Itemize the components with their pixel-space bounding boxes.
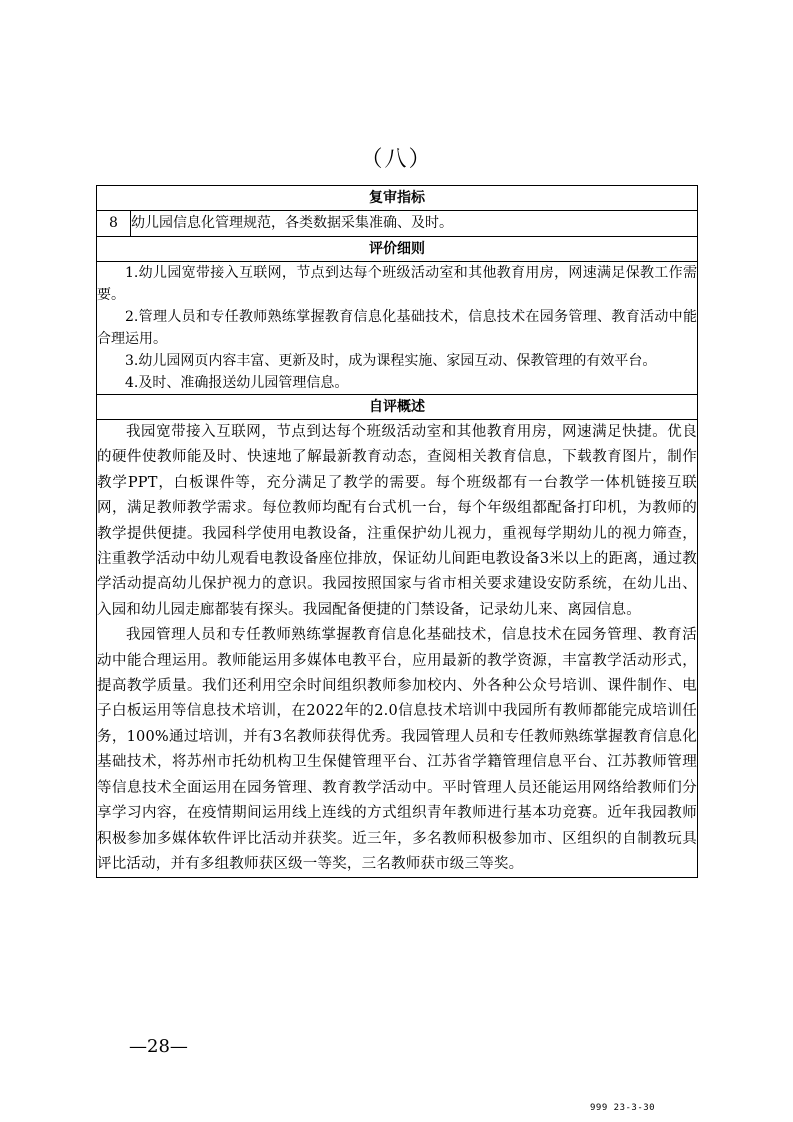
page-number: —28— (129, 1036, 188, 1057)
print-stamp: 999 23-3-30 (590, 1103, 656, 1113)
self-eval-header: 自评概述 (97, 395, 698, 420)
criteria-item: 1.幼儿园宽带接入互联网，节点到达每个班级活动室和其他教育用房，网速满足保教工作需要。 (97, 265, 697, 303)
self-eval-paragraph: 我园宽带接入互联网，节点到达每个班级活动室和其他教育用房，网速满足快捷。优良的硬件使教师能及时、快速地了解最新教育动态，查阅相关教育信息，下载教育图片，制作教学PPT，白板课件等，充分满足了教学的需要。每个班级都有一台教学一体机链接互联网，满足教师教学需求。每位教师均配有台式机一台，每个年级组都配备打印机，为教师的教学提供便捷。我园科学使用电教设备，注重保护幼儿视力，重视每学期幼儿的视力筛查，注重教学活动中幼儿观看电教设备座位排放，保证幼儿间距电教设备3米以上的距离，通过教学活动提高幼儿保护视力的意识。我园按照国家与省市相关要求建设安防系统，在幼儿出、入园和幼儿园走廊都装有探头。我园配备便捷的门禁设备，记录幼儿来、离园信息。 (97, 424, 697, 618)
criteria-item: 2.管理人员和专任教师熟练掌握教育信息化基础技术，信息技术在园务管理、教育活动中能合理运用。 (97, 309, 697, 347)
indicator-number: 8 (97, 211, 131, 237)
indicator-text: 幼儿园信息化管理规范，各类数据采集准确、及时。 (131, 211, 698, 237)
review-indicator-header: 复审指标 (97, 186, 698, 211)
section-title: （八） (360, 147, 433, 172)
criteria-header-row (97, 237, 698, 262)
review-table (96, 185, 698, 878)
indicator-row (97, 211, 698, 237)
criteria-cell (97, 262, 698, 395)
criteria-item: 3.幼儿园网页内容丰富、更新及时，成为课程实施、家园互动、保教管理的有效平台。 (125, 353, 657, 369)
self-eval-paragraph: 我园管理人员和专任教师熟练掌握教育信息化基础技术，信息技术在园务管理、教育活动中能合理运用。教师能运用多媒体电教平台，应用最新的教学资源，丰富教学活动形式，提高教学质量。我们还利用空余时间组织教师参加校内、外各种公众号培训、课件制作、电子白板运用等信息技术培训，在2022年的2.0信息技术培训中我园所有教师都能完成培训任务，100%通过培训，并有3名教师获得优秀。我园管理人员和专任教师熟练掌握教育信息化基础技术，将苏州市托幼机构卫生保健管理平台、江苏省学籍管理信息平台、江苏教师管理等信息技术全面运用在园务管理、教育教学活动中。平时管理人员还能运用网络给教师们分享学习内容，在疫情期间运用线上连线的方式组织青年教师进行基本功竞赛。近年我园教师积极参加多媒体软件评比活动并获奖。近三年，多名教师积极参加市、区组织的自制教玩具评比活动，并有多组教师获区级一等奖，三名教师获市级三等奖。 (97, 627, 697, 872)
review-indicator-header-row (97, 186, 698, 211)
criteria-item: 4.及时、准确报送幼儿园管理信息。 (125, 375, 349, 391)
criteria-row (97, 262, 698, 395)
self-eval-header-row (97, 395, 698, 420)
self-eval-row (97, 420, 698, 878)
self-eval-cell (97, 420, 698, 878)
criteria-header: 评价细则 (97, 237, 698, 262)
